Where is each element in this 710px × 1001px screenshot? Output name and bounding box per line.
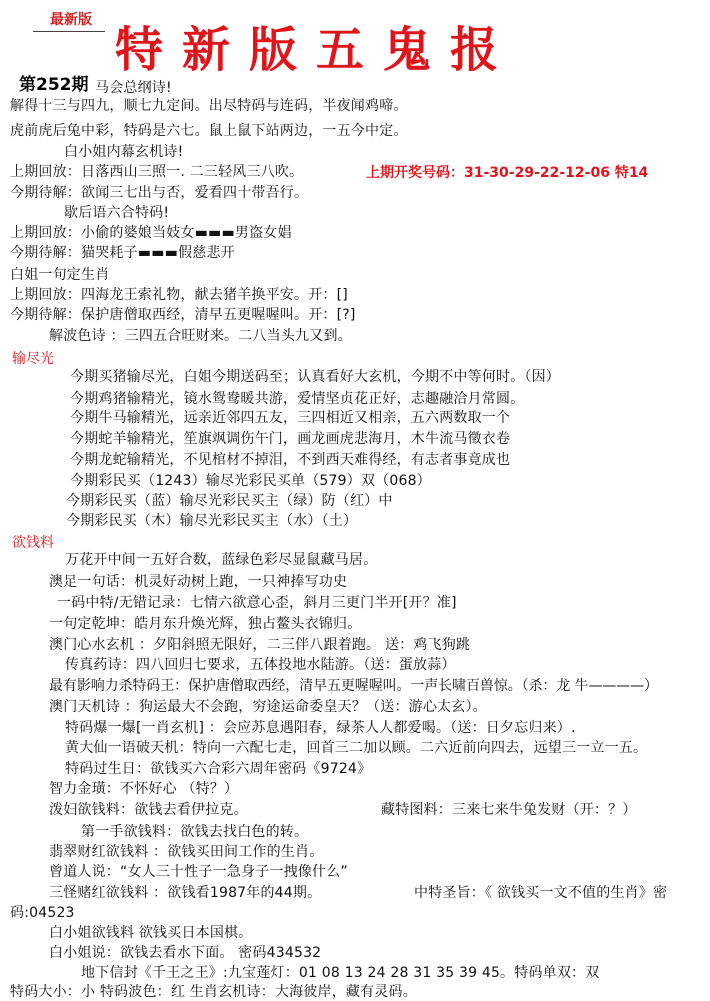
text-line-22: 澳足一句话：机灵好动树上跑，一只神捧写功史 [49, 574, 348, 590]
text-line-16: 今期蛇羊输精光，笙旗飒调伤午门，画龙画虎悲海月，木牛流马徵衣卷 [70, 431, 511, 447]
text-line-29: 特码爆一爆[一肖玄机] ：会应苏息遇阳春，绿茶人人都爱喝。（送：日夕忘归来）. [65, 720, 576, 736]
text-line-05: 今期待解：欲闻三七出与否，爱看四十带吾行。 [10, 185, 309, 201]
text-line-08: 今期待解：猫哭耗子▬▬▬假慈悲开 [10, 245, 235, 261]
text-line-41: 地下信封《千王之王》:九宝莲灯：01 08 13 24 28 31 35 39 45。特码单双：双 [81, 965, 600, 981]
text-line-13: 今期买猪输尽光，白姐今期送码至；认真看好大玄机，今期不中等何时。（因） [70, 369, 560, 385]
text-line-07: 上期回放：小偷的婆娘当妓女▬▬▬男盗女娼 [10, 225, 292, 241]
text-line-37: 三怪赌红欲钱料 ：欲钱看1987年的44期。 [49, 885, 322, 901]
text-line-11: 今期待解：保护唐僧取西经，清早五更喔喔叫。开：[?] [10, 307, 356, 323]
text-line-10: 上期回放：四海龙王索礼物，献去猪羊换平安。开：[] [10, 287, 348, 303]
text-line-17: 今期龙蛇输精光，不见棺材不掉泪，不到西天难得经，有志者事竟成也 [70, 452, 511, 468]
text-line-09: 白姐一句定生肖 [10, 267, 110, 283]
text-line-21: 万花开中间一五好合数，蓝绿色彩尽显鼠藏马居。 [65, 552, 378, 568]
text-line-28: 澳门天机诗 ：狗运最大不会跑，穷途运命委皇天？（送：游心太玄）。 [49, 699, 487, 715]
text-line-01: 解得十三与四九，顺七九定间。出尽特码与连码，半夜闻鸡啼。 [10, 98, 408, 114]
text-line-19: 今期彩民买（蓝）输尽光彩民买主（绿）防（红）中 [66, 493, 393, 509]
text-line-39: 白小姐欲钱料 欲钱买日本国棋。 [49, 925, 253, 941]
text-line-03: 白小姐内幕玄机诗! [64, 144, 184, 160]
text-line-06: 歇后语六合特码! [64, 205, 170, 221]
text-line-42: 特码大小：小 特码波色：红 生肖玄机诗：大海彼岸，藏有灵码。 [10, 984, 417, 1000]
text-line-14: 今期鸡猪输精光，镜水鸳鸯暖共游，爱情坚贞花正好，志趣融洽月常圆。 [70, 391, 525, 407]
text-line-18: 今期彩民买（1243）输尽光彩民买单（579）双（068） [70, 473, 431, 489]
text-line-20: 今期彩民买（木）输尽光彩民买主（水）（土） [66, 513, 358, 529]
previous-draw-numbers: 上期开奖号码：31-30-29-22-12-06 特14 [366, 165, 649, 181]
text-line-23: 一码中特/无错记录：七情六欲意心歪，斜月三更门半开[开？准] [57, 595, 457, 611]
text-line-37b: 中特圣旨：《 欲钱买一文不值的生肖》密 [414, 885, 668, 901]
text-line-12: 解波色诗 ：三四五合旺财来。二八当头九又到。 [49, 328, 352, 344]
text-line-35: 翡翠财红欲钱料 ：欲钱买田间工作的生肖。 [49, 844, 324, 860]
text-line-25: 澳门心水玄机 ：夕阳斜照无限好，二三伴八跟着跑。 送：鸡飞狗跳 [49, 637, 471, 653]
text-line-24: 一句定乾坤：皓月东升焕光辉，独占鳌头衣锦归。 [49, 616, 362, 632]
text-line-15: 今期牛马输精光，远亲近邻四五友，三四相近又相亲，五六两数取一个 [70, 410, 511, 426]
text-line-33b: 藏特图料：三来七来牛兔发财（开：？） [381, 802, 637, 818]
text-line-27: 最有影响力杀特码王：保护唐僧取西经，清早五更喔喔叫。一声长啸百兽惊。（杀：龙 牛————） [49, 678, 658, 694]
section-heading-2: 欲钱料 [12, 535, 54, 551]
text-line-26: 传真药诗：四八回归七要求，五体投地水陆游。（送：蛋放蒜） [65, 657, 456, 673]
text-line-33: 泼妇欲钱料：欲钱去看伊拉克。 [49, 802, 248, 818]
text-line-40: 白小姐说：欲钱去看水下面。 密码434532 [49, 945, 322, 961]
page-title: 特新版五鬼报 [115, 22, 518, 78]
text-line-02: 虎前虎后兔中彩，特码是六七。鼠上鼠下站两边，一五今中定。 [10, 123, 408, 139]
text-line-32: 智力金璜：不怀好心 （特？） [49, 781, 239, 797]
edition-label: 最新版 [50, 12, 92, 28]
text-line-04: 上期回放：日落西山三照一. 二三轻风三八吹。 [10, 164, 304, 180]
text-line-31: 特码过生日：欲钱买六合彩六周年密码《9724》 [65, 761, 372, 777]
edition-underline [33, 31, 105, 32]
section-heading-1: 输尽光 [12, 351, 54, 367]
text-line-38: 码:04523 [10, 905, 75, 921]
text-line-30: 黄大仙一语破天机：特向一六配七走，回首三二加以顾。二六近前向四去，远望三一立一五。 [65, 740, 648, 756]
issue-number: 第252期 [19, 75, 89, 95]
subtitle: 马会总纲诗! [95, 80, 172, 96]
text-line-34: 第一手欲钱料：欲钱去找白色的转。 [81, 824, 309, 840]
text-line-36: 曾道人说：“女人三十性子一急身子一拽像什么” [49, 864, 348, 880]
